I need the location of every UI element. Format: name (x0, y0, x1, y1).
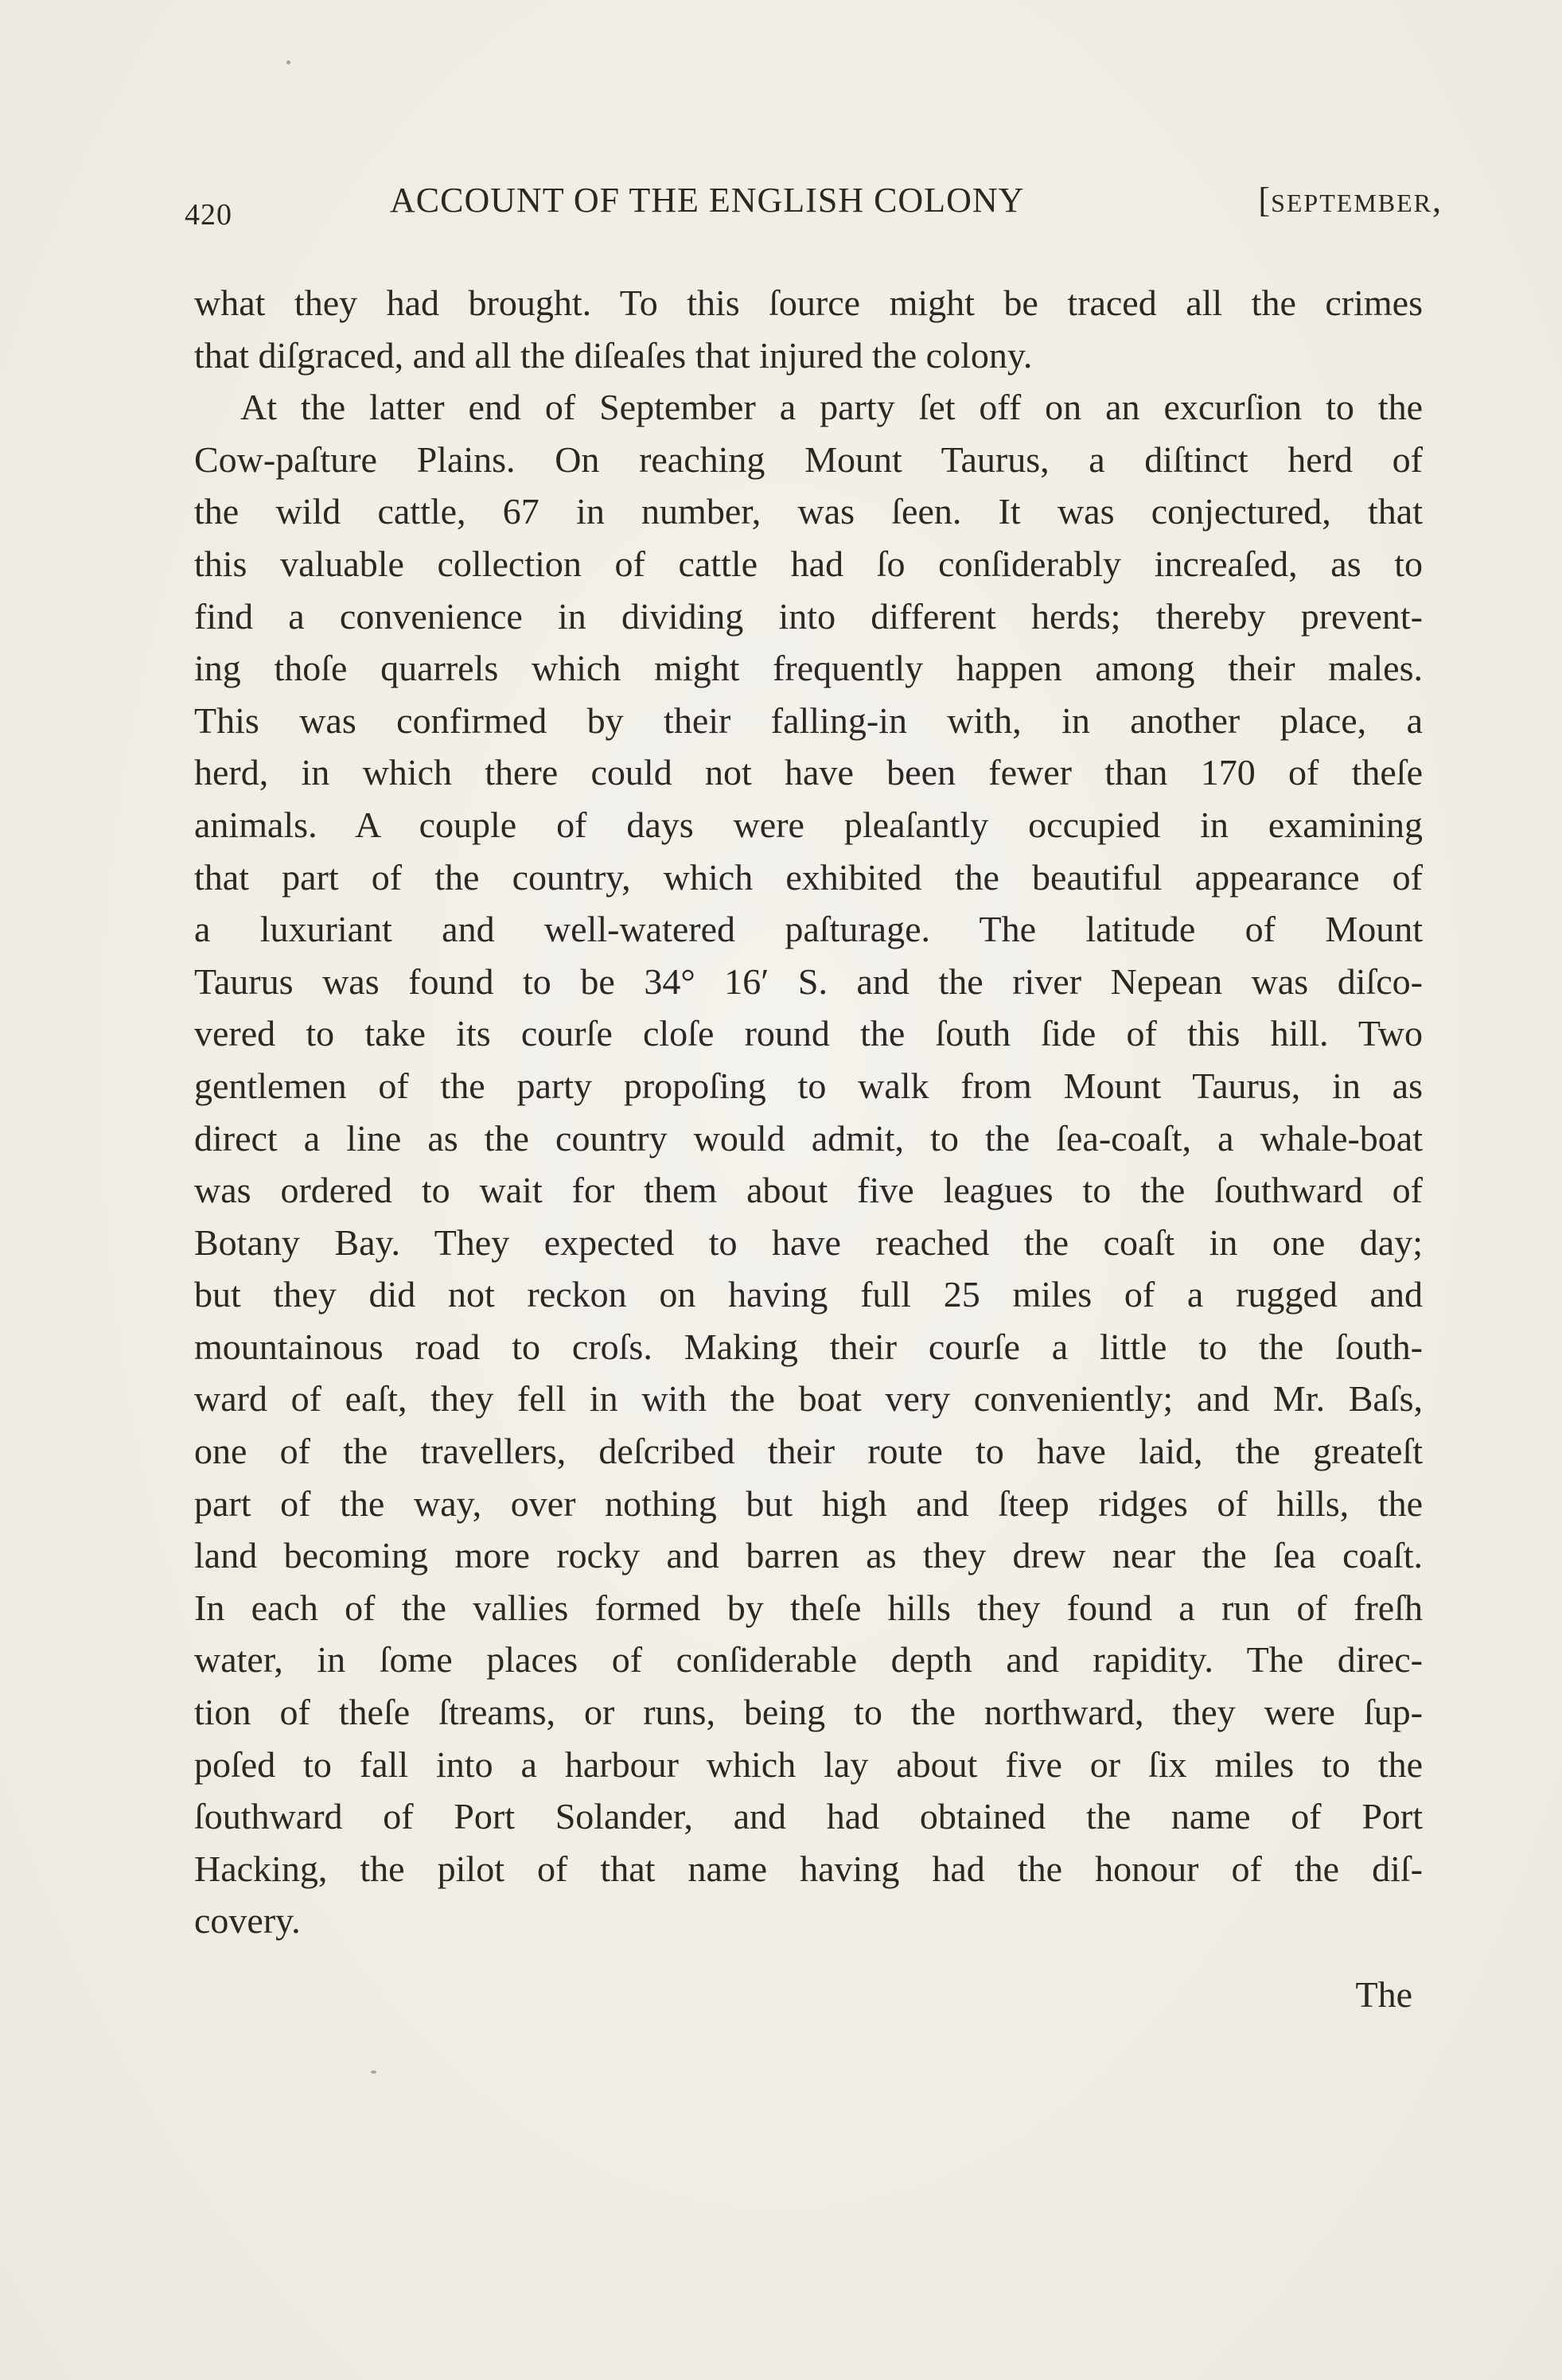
text-line: ward of eaſt, they fell in with the boat very conveniently; and Mr. Baſs, (194, 1378, 1423, 1420)
text-line: find a convenience in dividing into different herds; thereby prevent- (194, 595, 1423, 637)
date-bracket: [ (1258, 181, 1272, 220)
text-line: tion of theſe ſtreams, or runs, being to the northward, they were ſup- (194, 1692, 1423, 1733)
catchword: The (1355, 1974, 1412, 2015)
page-number: 420 (185, 198, 232, 232)
text-line: this valuable collection of cattle had ſo conſiderably increaſed, as to (194, 543, 1423, 584)
date-month: SEPTEMBER (1271, 189, 1432, 217)
body-text (194, 277, 1423, 1947)
text-line: Hacking, the pilot of that name having had the honour of the diſ- (194, 1848, 1423, 1889)
running-date (1258, 180, 1442, 220)
text-line: ſouthward of Port Solander, and had obtained the name of Port (194, 1796, 1423, 1837)
text-line: one of the travellers, deſcribed their route to have laid, the greateſt (194, 1431, 1423, 1472)
text-line: that diſgraced, and all the diſeaſes that injured the colony. (194, 334, 1033, 376)
text-line: part of the way, over nothing but high and ſteep ridges of hills, the (194, 1482, 1423, 1524)
text-line: water, in ſome places of conſiderable depth and rapidity. The direc- (194, 1639, 1423, 1681)
text-line: was ordered to wait for them about five leagues to the ſouthward of (194, 1170, 1423, 1211)
text-line: direct a line as the country would admit, to the ſea-coaſt, a whale-boat (194, 1117, 1423, 1159)
text-line: gentlemen of the party propoſing to walk from Mount Taurus, in as (194, 1065, 1423, 1106)
text-line: Taurus was found to be 34° 16′ S. and the river Nepean was diſco- (194, 960, 1423, 1002)
ink-speck (371, 2070, 376, 2074)
text-line: land becoming more rocky and barren as they drew near the ſea coaſt. (194, 1535, 1423, 1576)
running-header (185, 180, 1442, 236)
running-title: ACCOUNT OF THE ENGLISH COLONY (390, 181, 1025, 220)
text-line: that part of the country, which exhibited the beautiful appearance of (194, 856, 1423, 898)
ink-speck (286, 60, 290, 64)
text-line: poſed to fall into a harbour which lay about five or ſix miles to the (194, 1743, 1423, 1785)
text-line: what they had brought. To this ſource might be traced all the crimes (194, 282, 1423, 323)
text-line: a luxuriant and well-watered paſturage. The latitude of Mount (194, 909, 1423, 950)
text-line: This was confirmed by their falling-in with, in another place, a (194, 699, 1423, 741)
date-comma: , (1432, 181, 1442, 220)
text-line: Cow-paſture Plains. On reaching Mount Taurus, a diſtinct herd of (194, 438, 1423, 480)
text-line: Botany Bay. They expected to have reached the coaſt in one day; (194, 1221, 1423, 1263)
text-line: In each of the vallies formed by theſe hills they found a run of freſh (194, 1587, 1423, 1628)
text-line: mountainous road to croſs. Making their courſe a little to the ſouth- (194, 1326, 1423, 1367)
text-line: animals. A couple of days were pleaſantly occupied in examining (194, 804, 1423, 845)
text-line: vered to take its courſe cloſe round the ſouth ſide of this hill. Two (194, 1013, 1423, 1054)
text-line: herd, in which there could not have been fewer than 170 of theſe (194, 752, 1423, 793)
text-line: but they did not reckon on having full 25 miles of a rugged and (194, 1274, 1423, 1315)
text-line: the wild cattle, 67 in number, was ſeen. It was conjectured, that (194, 491, 1423, 532)
text-line: ing thoſe quarrels which might frequently happen among their males. (194, 648, 1423, 689)
text-line: At the latter end of September a party ſet off on an excurſion to the (240, 387, 1423, 428)
text-line: covery. (194, 1900, 301, 1942)
